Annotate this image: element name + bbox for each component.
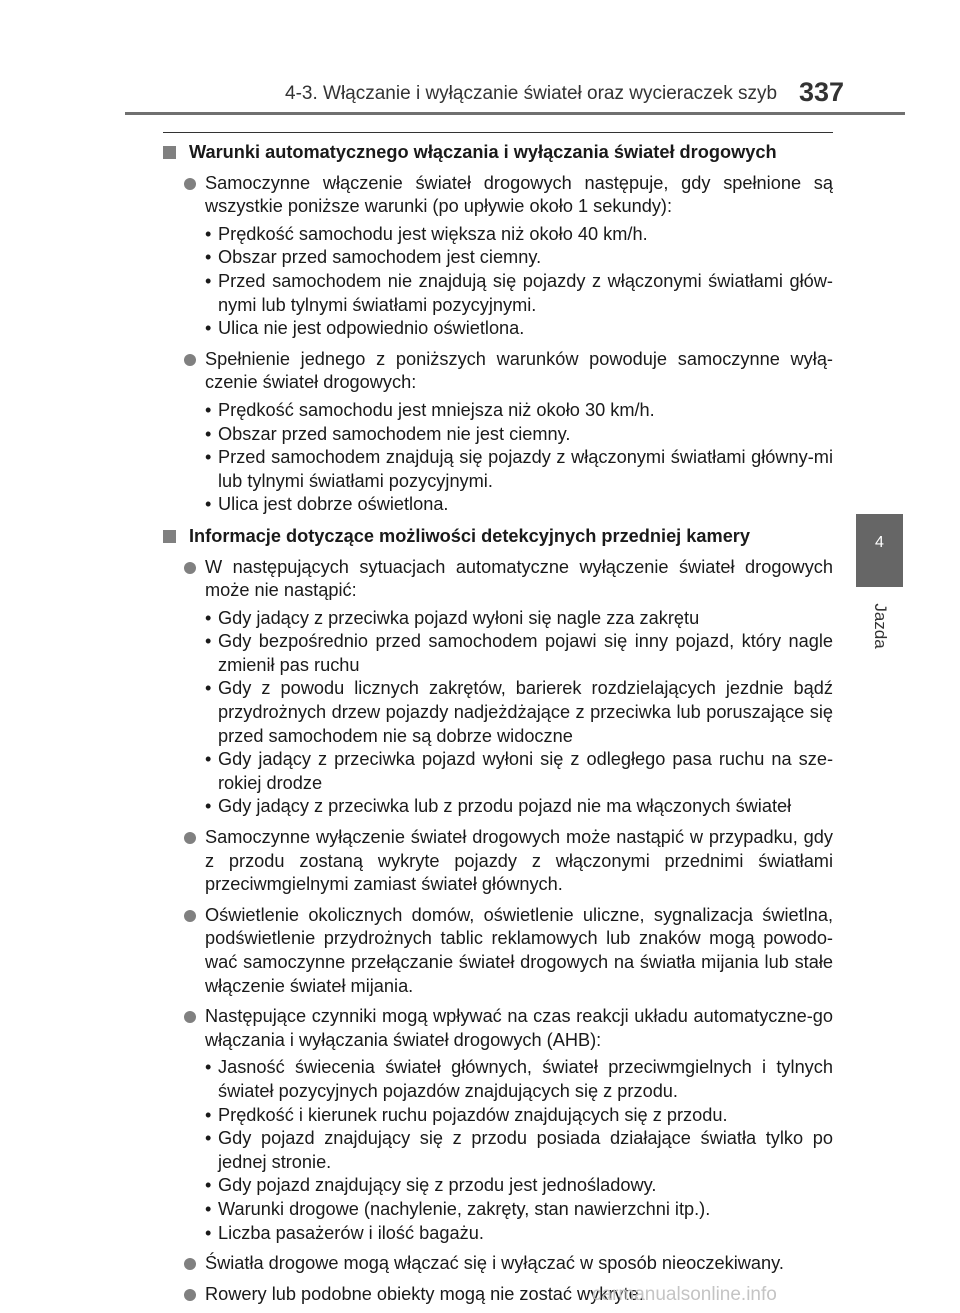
list-item: • Prędkość samochodu jest mniejsza niż około 30 km/h. [205, 399, 833, 423]
bullet-text: Oświetlenie okolicznych domów, oświetlenie uliczne, sygnalizacja świetlna, podświetlenie przydrożnych tablic reklamowych lub znaków mogą powodo-wać samoczynne przełączanie świateł drogowych na światła mijania lub stałe włączenie świateł mijania. [205, 904, 833, 996]
circle-bullet-icon [184, 910, 196, 922]
sub-list [205, 399, 833, 517]
list-item: • Gdy jadący z przeciwka lub z przodu pojazd nie ma włączonych świateł [205, 795, 833, 819]
bullet-paragraph [163, 348, 833, 395]
bullet-text: Samoczynne wyłączenie świateł drogowych może nastąpić w przypadku, gdy z przodu zostaną wykryte pojazdy z włączonymi przednimi światłami przeciwmgielnymi zamiast świateł głównych. [205, 827, 833, 895]
circle-bullet-icon [184, 354, 196, 366]
sub-list [205, 607, 833, 819]
list-item: • Gdy pojazd znajdujący się z przodu posiada działające światła tylko po jednej stronie. [205, 1127, 833, 1174]
section-title-text: Informacje dotyczące możliwości detekcyjnych przedniej kamery [189, 525, 750, 546]
list-item: • Liczba pasażerów i ilość bagażu. [205, 1222, 833, 1246]
list-item: • Prędkość samochodu jest większa niż około 40 km/h. [205, 223, 833, 247]
bullet-text: Samoczynne włączenie świateł drogowych następuje, gdy spełnione są wszystkie poniższe warunki (po upływie około 1 sekundy): [205, 172, 833, 217]
bullet-text: Spełnienie jednego z poniższych warunków powoduje samoczynne wyłą-czenie świateł drogowych: [205, 348, 833, 393]
list-item: • Warunki drogowe (nachylenie, zakręty, stan nawierzchni itp.). [205, 1198, 833, 1222]
bullet-paragraph [163, 1005, 833, 1052]
list-item: • Gdy jadący z przeciwka pojazd wyłoni się z odległego pasa ruchu na sze-rokiej drodze [205, 748, 833, 795]
page-header [0, 0, 960, 120]
bullet-paragraph [163, 556, 833, 603]
list-item: • Obszar przed samochodem nie jest ciemny. [205, 423, 833, 447]
list-item: • Obszar przed samochodem jest ciemny. [205, 246, 833, 270]
bullet-text: W następujących sytuacjach automatyczne wyłączenie świateł drogowych może nie nastąpić: [205, 556, 833, 601]
bullet-text: Następujące czynniki mogą wpływać na czas reakcji układu automatyczne-go włączania i wyłączania świateł drogowych (AHB): [205, 1006, 833, 1050]
bullet-paragraph [163, 1252, 833, 1276]
bullet-paragraph [163, 172, 833, 219]
circle-bullet-icon [184, 562, 196, 574]
square-bullet-icon [163, 530, 176, 543]
list-item: • Przed samochodem nie znajdują się pojazdy z włączonymi światłami głów-nymi lub tylnymi światłami pozycyjnymi. [205, 270, 833, 317]
section-title [163, 141, 833, 165]
bullet-paragraph [163, 904, 833, 998]
header-divider [125, 112, 905, 115]
list-item: • Ulica jest dobrze oświetlona. [205, 493, 833, 517]
section-title [163, 525, 833, 549]
circle-bullet-icon [184, 1289, 196, 1301]
list-item: • Gdy jadący z przeciwka pojazd wyłoni się nagle zza zakrętu [205, 607, 833, 631]
bullet-paragraph [163, 826, 833, 897]
circle-bullet-icon [184, 1258, 196, 1270]
chapter-tab[interactable]: 4 [856, 514, 903, 587]
chapter-tab-label: Jazda [871, 603, 890, 649]
chapter-title: 4-3. Włączanie i wyłączanie świateł oraz wycieraczek szyb [285, 83, 778, 104]
page-number: 337 [799, 77, 845, 107]
circle-bullet-icon [184, 832, 196, 844]
circle-bullet-icon [184, 178, 196, 190]
sub-list [205, 223, 833, 341]
list-item: • Gdy z powodu licznych zakrętów, barierek rozdzielających jezdnie bądź przydrożnych drzew pojazdy nadjeżdżające z przeciwka lub poruszające się przed samochodem nie są dobrze widoczne [205, 677, 833, 748]
bullet-text: Rowery lub podobne obiekty mogą nie zostać wykryte. [205, 1283, 644, 1304]
section-title-text: Warunki automatycznego włączania i wyłączania świateł drogowych [189, 142, 777, 162]
circle-bullet-icon [184, 1011, 196, 1023]
list-item: • Ulica nie jest odpowiednio oświetlona. [205, 317, 833, 341]
list-item: • Przed samochodem znajdują się pojazdy z włączonymi światłami główny-mi lub tylnymi światłami pozycyjnymi. [205, 446, 833, 493]
list-item: • Prędkość i kierunek ruchu pojazdów znajdujących się z przodu. [205, 1104, 833, 1128]
watermark: carmanualsonline.info [592, 1284, 777, 1305]
list-item: • Gdy pojazd znajdujący się z przodu jest jednośladowy. [205, 1174, 833, 1198]
list-item: • Jasność świecenia świateł głównych, świateł przeciwmgielnych i tylnych świateł pozycyjnych pojazdów znajdujących się z przodu. [205, 1056, 833, 1103]
sub-list [205, 1056, 833, 1245]
page-content [163, 132, 833, 1306]
list-item: • Gdy bezpośrednio przed samochodem pojawi się inny pojazd, który nagle zmienił pas ruchu [205, 630, 833, 677]
square-bullet-icon [163, 146, 176, 159]
bullet-text: Światła drogowe mogą włączać się i wyłączać w sposób nieoczekiwany. [205, 1253, 784, 1274]
